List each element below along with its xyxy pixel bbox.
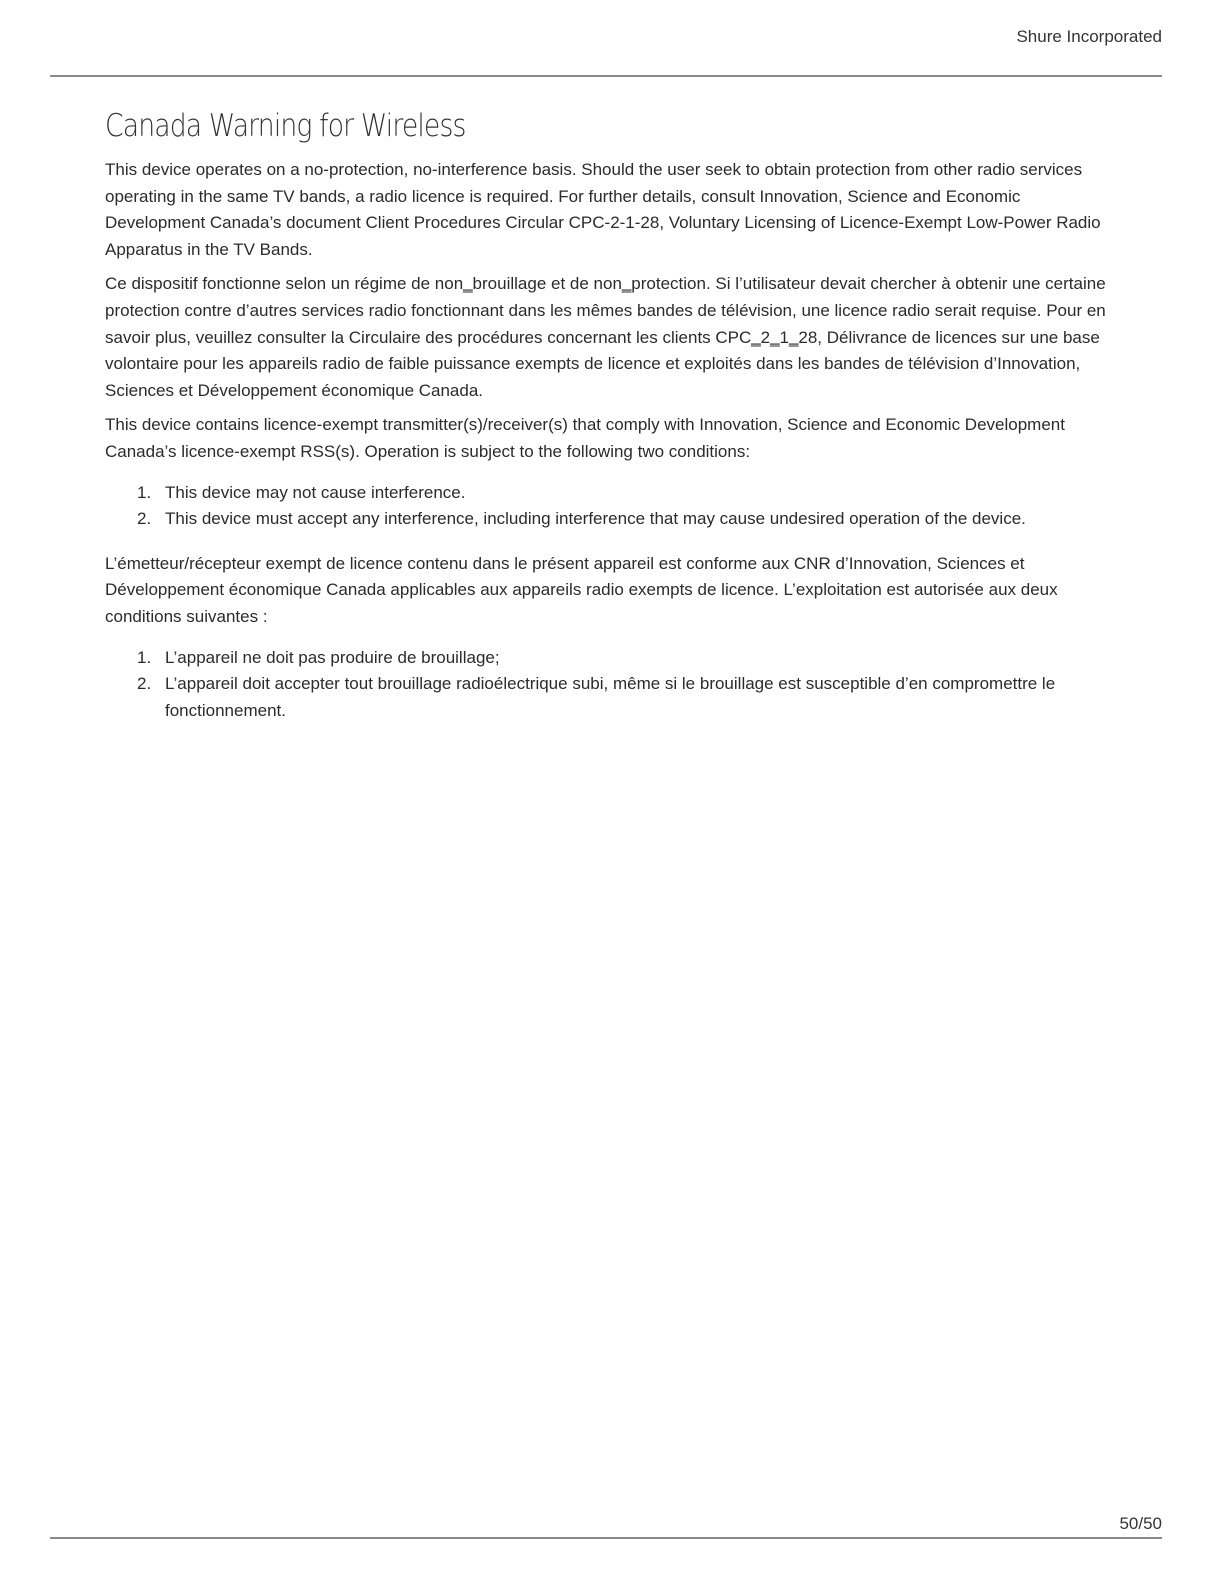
list-item-text: L’appareil doit accepter tout brouillage radioélectrique subi, même si le brouillage est susceptible d’en compromettre le fonctionnement. xyxy=(165,674,1056,720)
page-header xyxy=(50,0,1162,77)
list-item xyxy=(137,506,1109,533)
list-number: 2. xyxy=(137,509,152,529)
page-footer xyxy=(50,1510,1162,1539)
list-item-text: This device must accept any interference, including interference that may cause undesired operation of the device. xyxy=(165,509,1026,529)
conditions-list-en xyxy=(105,480,1109,533)
company-name: Shure Incorporated xyxy=(1016,27,1162,46)
list-item xyxy=(137,645,1109,672)
page-number: 50/50 xyxy=(1119,1514,1162,1533)
list-item-text: L’appareil ne doit pas produire de brouillage; xyxy=(165,647,500,667)
paragraph-en-licence-exempt: This device contains licence-exempt transmitter(s)/receiver(s) that comply with Innovation, Science and Economic Development Canada’s licence-exempt RSS(s). Operation is subject to the following two conditions: xyxy=(105,415,1065,461)
conditions-list-fr xyxy=(105,645,1109,725)
list-number: 1. xyxy=(137,647,152,667)
paragraph-en-operation: This device operates on a no-protection, no-interference basis. Should the user seek to obtain protection from other radio services operating in the same TV bands, a radio licence is required. For further details, consult Innovation, Science and Economic Development Canada’s document Client Procedures Circular CPC-2-1-28, Voluntary Licensing of Licence-Exempt Low-Power Radio Apparatus in the TV Bands. xyxy=(105,160,1101,259)
page-content xyxy=(105,105,1109,742)
list-item xyxy=(137,671,1109,724)
paragraph-fr-operation: Ce dispositif fonctionne selon un régime de non‗brouillage et de non‗protection. Si l’utilisateur devait chercher à obtenir une certaine protection contre d’autres services radio fonctionnant dans les mêmes bandes de télévision, une licence radio serait requise. Pour en savoir plus, veuillez consulter la Circulaire des procédures concernant les clients CPC‗2‗1‗28, Délivrance de licences sur une base volontaire pour les appareils radio de faible puissance exempts de licence et exploités dans les bandes de télévision d’Innovation, Sciences et Développement économique Canada. xyxy=(105,274,1106,400)
list-number: 2. xyxy=(137,674,152,694)
list-item xyxy=(137,480,1109,507)
list-number: 1. xyxy=(137,482,152,502)
list-item-text: This device may not cause interference. xyxy=(165,482,466,502)
section-title: Canada Warning for Wireless xyxy=(105,108,466,144)
paragraph-fr-licence-exempt: L’émetteur/récepteur exempt de licence contenu dans le présent appareil est conforme aux CNR d’Innovation, Sciences et Développement économique Canada applicables aux appareils radio exempts de licence. L’exploitation est autorisée aux deux conditions suivantes : xyxy=(105,553,1058,626)
